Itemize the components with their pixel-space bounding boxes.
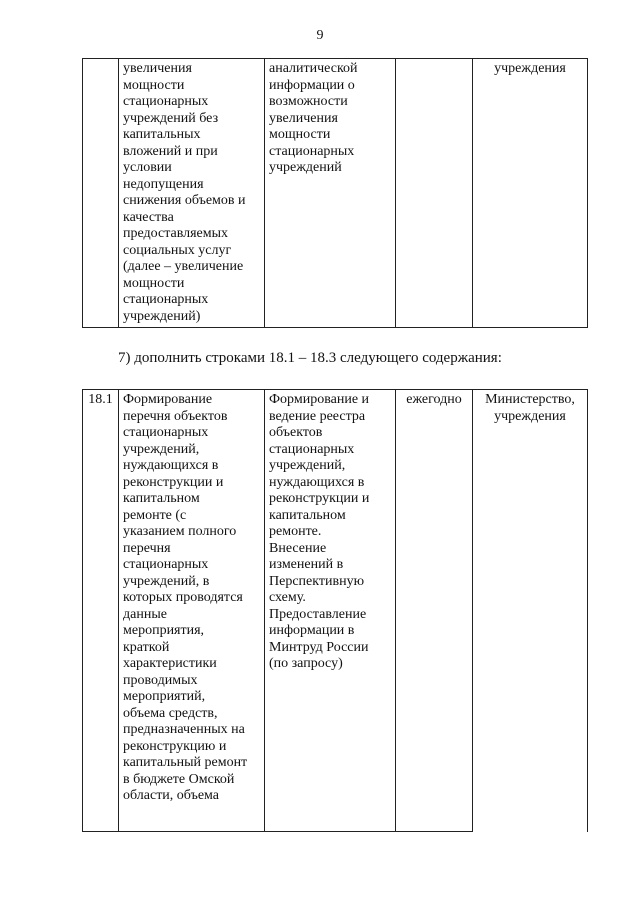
cell-text-line: характеристики: [123, 656, 217, 671]
cell-text-line: Формирование: [123, 392, 213, 407]
cell-text-line: информации о: [269, 77, 355, 93]
executor-text: [477, 61, 583, 78]
cell-text-line: Минтруд России: [269, 639, 369, 655]
measure-cell: [119, 59, 265, 328]
cell-text-line: мощности: [123, 275, 185, 291]
cell-text-line: реконструкцию и: [123, 738, 227, 754]
cell-text-line: вложений и при: [123, 143, 218, 159]
deadline-cell: ежегодно: [396, 390, 473, 832]
executor-cell: [473, 59, 588, 328]
cell-text-line: предназначенных на: [123, 722, 245, 737]
content-cell: [265, 59, 396, 328]
table-row: [83, 390, 588, 832]
measure-cell: [119, 390, 265, 832]
cell-text-line: снижения объемов и: [123, 193, 246, 208]
cell-text-line: Министерство,: [485, 392, 575, 407]
cell-text-line: Предоставление: [269, 606, 367, 622]
cell-text-line: учреждений без: [123, 110, 219, 126]
measure-text: [123, 61, 260, 325]
bottom-table: [82, 389, 588, 832]
cell-text-line: ремонте (с: [123, 507, 187, 523]
cell-text-line: ведение реестра: [269, 408, 366, 424]
cell-text-line: реконструкции и: [269, 491, 370, 506]
cell-text-line: перечня объектов: [123, 408, 228, 424]
top-table: [82, 58, 588, 328]
cell-text-line: краткой: [123, 639, 170, 655]
cell-text-line: мероприятия,: [123, 623, 205, 638]
content-text: [269, 61, 391, 177]
cell-text-line: (по запросу): [269, 656, 343, 671]
cell-text-line: области, объема: [123, 788, 220, 803]
cell-text-line: Внесение: [269, 540, 327, 556]
cell-text-line: стационарных: [269, 441, 355, 457]
cell-text-line: стационарных: [269, 143, 355, 159]
row-number-cell: 18.1: [83, 390, 119, 832]
cell-text-line: качества: [123, 209, 174, 225]
cell-text-line: учреждений): [123, 308, 201, 324]
cell-text-line: стационарных: [123, 557, 209, 572]
measure-text: [123, 392, 260, 805]
content-text: [269, 392, 391, 673]
cell-text-line: данные: [123, 606, 167, 622]
instruction-text: 7) дополнить строками 18.1 – 18.3 следующего содержания:: [118, 350, 502, 366]
row-number-cell: [83, 59, 119, 328]
cell-text-line: мощности: [269, 127, 331, 142]
cell-text-line: учреждения: [494, 61, 566, 76]
content-cell: [265, 390, 396, 832]
cell-text-line: капитальный ремонт: [123, 755, 248, 770]
cell-text-line: перечня: [123, 540, 171, 556]
cell-text-line: социальных услуг: [123, 242, 232, 258]
cell-text-line: учреждений: [269, 160, 342, 175]
cell-text-line: изменений в: [269, 557, 344, 572]
cell-text-line: схему.: [269, 590, 306, 605]
executor-text: [477, 392, 583, 425]
cell-text-line: стационарных: [123, 425, 209, 440]
cell-text-line: (далее – увеличение: [123, 259, 244, 274]
cell-text-line: возможности: [269, 94, 348, 109]
cell-text-line: проводимых: [123, 672, 198, 688]
cell-text-line: информации в: [269, 623, 355, 638]
cell-text-line: учреждения: [494, 408, 566, 424]
cell-text-line: указанием полного: [123, 524, 237, 539]
cell-text-line: стационарных: [123, 292, 209, 307]
cell-text-line: нуждающихся в: [123, 458, 219, 473]
cell-text-line: реконструкции и: [123, 474, 224, 490]
cell-text-line: капитальном: [123, 491, 200, 506]
deadline-cell: [396, 59, 473, 328]
cell-text-line: которых проводятся: [123, 590, 243, 605]
cell-text-line: ремонте.: [269, 524, 322, 539]
table-row: [83, 59, 588, 328]
cell-text-line: капитальных: [123, 127, 201, 142]
cell-text-line: увеличения: [269, 110, 338, 126]
cell-text-line: учреждений, в: [123, 573, 210, 589]
cell-text-line: стационарных: [123, 94, 209, 109]
cell-text-line: нуждающихся в: [269, 474, 365, 490]
cell-text-line: условии: [123, 160, 172, 175]
cell-text-line: аналитической: [269, 61, 358, 76]
cell-text-line: объема средств,: [123, 705, 218, 721]
cell-text-line: мощности: [123, 77, 185, 93]
cell-text-line: предоставляемых: [123, 226, 229, 241]
cell-text-line: мероприятий,: [123, 689, 206, 704]
cell-text-line: объектов: [269, 425, 323, 440]
cell-text-line: капитальном: [269, 507, 346, 523]
cell-text-line: увеличения: [123, 61, 192, 76]
cell-text-line: Формирование и: [269, 392, 370, 407]
cell-text-line: недопущения: [123, 176, 204, 192]
cell-text-line: учреждений,: [123, 441, 200, 457]
cell-text-line: в бюджете Омской: [123, 771, 235, 787]
cell-text-line: учреждений,: [269, 458, 346, 473]
executor-cell: [473, 390, 588, 832]
cell-text-line: Перспективную: [269, 573, 365, 589]
page-number: 9: [316, 28, 324, 43]
